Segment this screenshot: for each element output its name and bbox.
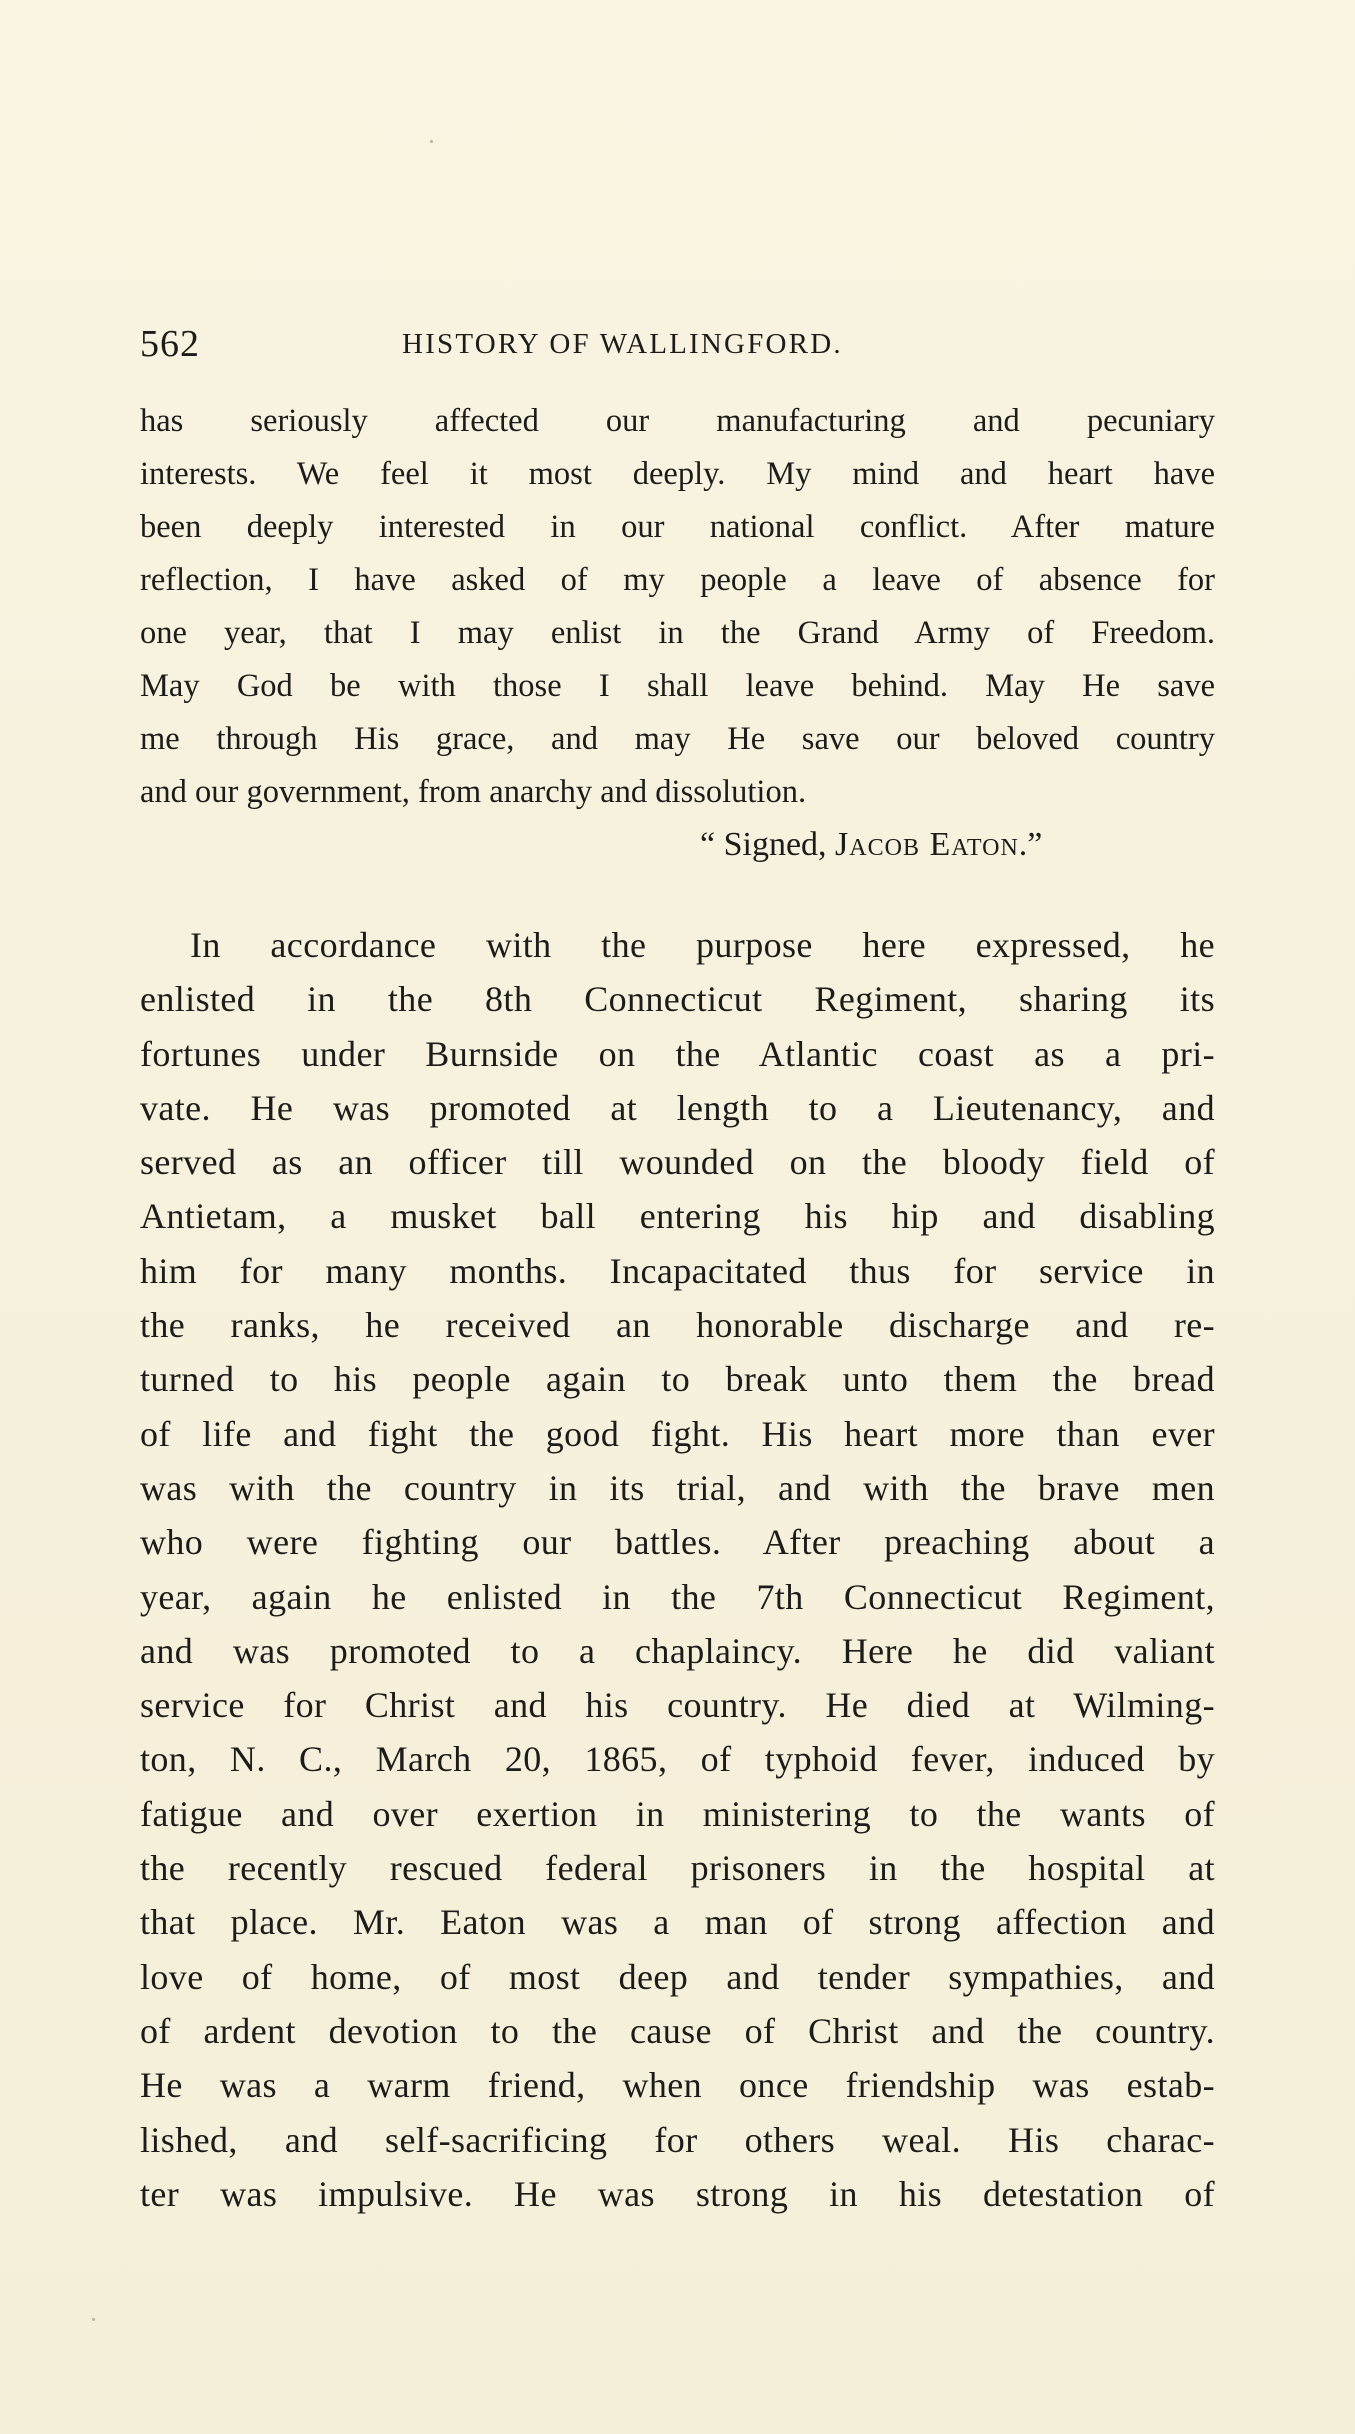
body-line: that place. Mr. Eaton was a man of strong affection and xyxy=(140,1902,1215,1943)
letter-line: me through His grace, and may He save our beloved country xyxy=(140,721,1215,757)
body-line: service for Christ and his country. He died at Wilming- xyxy=(140,1685,1215,1726)
body-line: enlisted in the 8th Connecticut Regiment, sharing its xyxy=(140,979,1215,1020)
body-line: lished, and self-sacrificing for others weal. His charac- xyxy=(140,2119,1215,2160)
body-line: Antietam, a musket ball entering his hip and disabling xyxy=(140,1196,1215,1237)
body-line: of ardent devotion to the cause of Christ and the country. xyxy=(140,2010,1215,2051)
body-line: was with the country in its trial, and with the brave men xyxy=(140,1467,1215,1508)
letter-line: interests. We feel it most deeply. My mind and heart have xyxy=(140,456,1215,492)
body-line: him for many months. Incapacitated thus for service in xyxy=(140,1250,1215,1291)
body-line: the ranks, he received an honorable discharge and re- xyxy=(140,1305,1215,1346)
running-head: HISTORY OF WALLINGFORD. xyxy=(402,328,843,360)
body-line: turned to his people again to break unto them the bread xyxy=(140,1359,1215,1400)
letter-line: May God be with those I shall leave behind. May He save xyxy=(140,668,1215,704)
letter-line: reflection, I have asked of my people a leave of absence for xyxy=(140,562,1215,598)
letter-line: has seriously affected our manufacturing and pecuniary xyxy=(140,403,1215,439)
letter-line: and our government, from anarchy and dissolution. xyxy=(140,774,807,810)
signature-suffix: .” xyxy=(1018,826,1043,863)
body-line: He was a warm friend, when once friendship was estab- xyxy=(140,2065,1215,2106)
letter-paragraph xyxy=(140,395,1215,819)
body-line: In accordance with the purpose here expressed, he xyxy=(190,925,1215,965)
body-line: love of home, of most deep and tender sympathies, and xyxy=(140,1956,1215,1997)
body-line: served as an officer till wounded on the bloody field of xyxy=(140,1142,1215,1183)
signature-prefix: “ Signed, xyxy=(700,826,827,863)
letter-line: one year, that I may enlist in the Grand Army of Freedom. xyxy=(140,615,1215,651)
body-line: of life and fight the good fight. His heart more than ever xyxy=(140,1413,1215,1454)
body-line: fortunes under Burnside on the Atlantic coast as a pri- xyxy=(140,1033,1215,1074)
letter-line: been deeply interested in our national conflict. After mature xyxy=(140,509,1215,545)
body-line: year, again he enlisted in the 7th Connecticut Regiment, xyxy=(140,1576,1215,1617)
page-number: 562 xyxy=(140,323,200,365)
body-line: and was promoted to a chaplaincy. Here he did valiant xyxy=(140,1630,1215,1671)
letter-signature xyxy=(700,826,1042,864)
paper-speck xyxy=(430,140,433,143)
body-line: the recently rescued federal prisoners in the hospital at xyxy=(140,1848,1215,1889)
body-paragraph xyxy=(140,918,1215,2221)
body-line: who were fighting our battles. After preaching about a xyxy=(140,1522,1215,1563)
body-line: fatigue and over exertion in ministering to the wants of xyxy=(140,1793,1215,1834)
body-line: vate. He was promoted at length to a Lieutenancy, and xyxy=(140,1087,1215,1128)
body-line: ter was impulsive. He was strong in his detestation of xyxy=(140,2173,1215,2214)
signature-name: Jacob Eaton xyxy=(835,826,1019,863)
body-line: ton, N. C., March 20, 1865, of typhoid fever, induced by xyxy=(140,1739,1215,1780)
paper-speck xyxy=(92,2318,95,2321)
page-header xyxy=(140,322,1220,372)
